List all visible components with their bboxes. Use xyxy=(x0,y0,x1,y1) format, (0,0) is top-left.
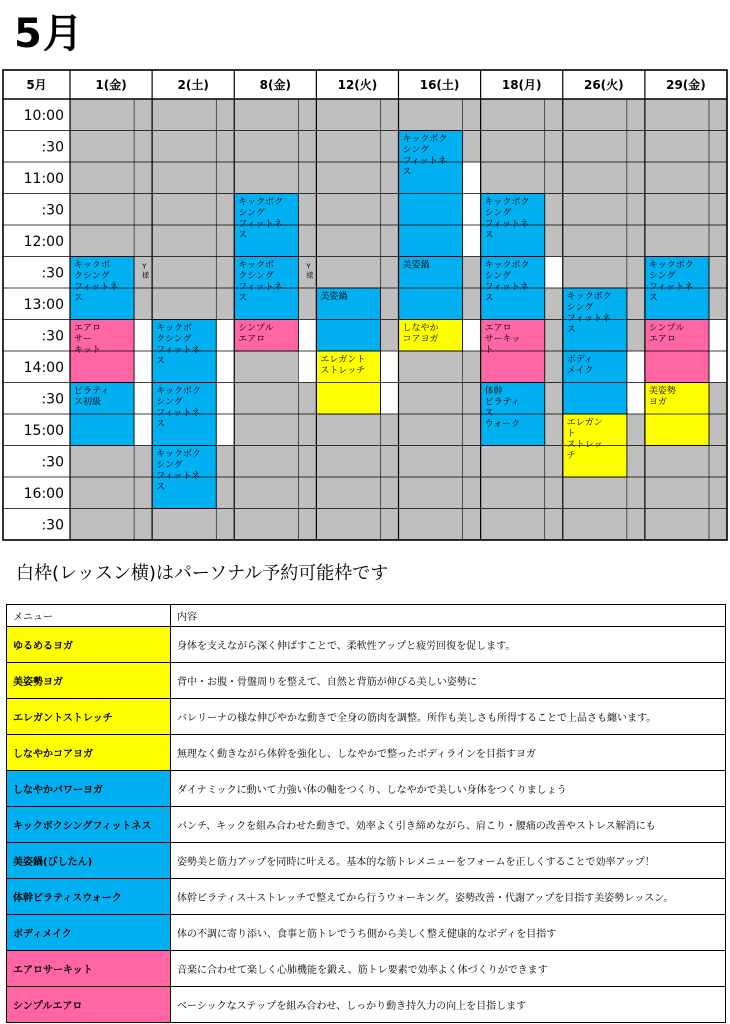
menu-name-cell: しなやかパワーヨガ xyxy=(7,771,171,807)
menu-desc-cell: 音楽に合わせて楽しく心肺機能を鍛え、筋トレ要素で効率よく体づくりができます xyxy=(171,951,726,987)
lesson-label: エレガントストレッチ xyxy=(320,355,366,376)
personal-slot xyxy=(545,257,563,289)
time-label: :30 xyxy=(41,265,64,282)
lesson-label: キックボクシングフィットネス xyxy=(484,197,530,241)
day-header: 16(土) xyxy=(419,78,460,92)
menu-row xyxy=(7,735,726,771)
time-label: :30 xyxy=(41,454,64,471)
lesson-label: 体幹ピラティスウォーク xyxy=(484,386,521,430)
menu-desc-cell: 背中・お腹・骨盤周りを整えて、自然と背筋が伸びる美しい姿勢に xyxy=(171,663,726,699)
lesson-label: キックボクシングフィットネス xyxy=(238,260,283,304)
day-header: 1(金) xyxy=(95,78,127,92)
lesson-label: ボディメイク xyxy=(566,355,594,376)
menu-row xyxy=(7,951,726,987)
reservation-note: Y 様 xyxy=(306,262,314,280)
lesson-label: エレガントストレッチ xyxy=(566,418,603,461)
time-label: 12:00 xyxy=(23,233,64,250)
day-header: 29(金) xyxy=(666,78,706,92)
lesson-label: キックボクシングフィットネス xyxy=(74,260,119,304)
menu-desc-cell: ベーシックなステップを組み合わせ、しっかり動き持久力の向上を目指します xyxy=(171,987,726,1023)
time-label: :30 xyxy=(41,391,64,408)
time-label: 10:00 xyxy=(23,107,64,124)
menu-table-header xyxy=(7,605,726,627)
menu-name-cell: ゆるめるヨガ xyxy=(7,627,171,663)
menu-row xyxy=(7,879,726,915)
lesson-label: 美姿勢ヨガ xyxy=(648,386,676,408)
menu-desc-cell: 姿勢美と筋力アップを同時に叶える。基本的な筋トレメニューをフォームを正しくすることで効率アップ！ xyxy=(171,843,726,879)
lesson-label: キックボクシングフィットネス xyxy=(484,260,530,304)
reservation-note: Y 様 xyxy=(142,262,150,280)
lesson-label: 美姿鍋 xyxy=(320,292,348,302)
time-label: 14:00 xyxy=(23,359,64,376)
menu-table xyxy=(6,604,726,1023)
menu-row xyxy=(7,663,726,699)
menu-name-cell: エレガントストレッチ xyxy=(7,699,171,735)
menu-name-cell: 美姿勢ヨガ xyxy=(7,663,171,699)
menu-desc-cell: 無理なく動きながら体幹を強化し、しなやかで整ったボディラインを目指すヨガ xyxy=(171,735,726,771)
page-title: 5月 xyxy=(14,11,84,57)
time-label: :30 xyxy=(41,202,64,219)
time-label: 11:00 xyxy=(23,170,64,187)
menu-name-cell: 体幹ピラティスウォーク xyxy=(7,879,171,915)
menu-header-label: メニュー xyxy=(7,605,171,627)
menu-name-cell: ボディメイク xyxy=(7,915,171,951)
menu-desc-cell: 身体を支えながら深く伸ばすことで、柔軟性アップと疲労回復を促します。 xyxy=(171,627,726,663)
time-label: :30 xyxy=(41,517,64,534)
menu-name-cell: キックボクシングフィットネス xyxy=(7,807,171,843)
content-header-label: 内容 xyxy=(171,605,726,627)
menu-desc-cell: パンチ、キックを組み合わせた動きで、効率よく引き締めながら、肩こり・腰痛の改善やストレス解消にも xyxy=(171,807,726,843)
time-label: 15:00 xyxy=(23,422,64,439)
menu-row xyxy=(7,771,726,807)
menu-desc-cell: ダイナミックに動いて力強い体の軸をつくり、しなやかで美しい身体をつくりましょう xyxy=(171,771,726,807)
personal-slot-note: 白枠(レッスン横)はパーソナル予約可能枠です xyxy=(16,563,389,584)
day-header: 18(月) xyxy=(501,78,542,92)
menu-name-cell: エアロサーキット xyxy=(7,951,171,987)
menu-name-cell: しなやかコアヨガ xyxy=(7,735,171,771)
time-label: :30 xyxy=(41,328,64,345)
menu-row xyxy=(7,627,726,663)
menu-row xyxy=(7,807,726,843)
menu-name-cell: シンプルエアロ xyxy=(7,987,171,1023)
lesson-label: キックボクシングフィットネス xyxy=(566,292,612,335)
lesson-label: シンプルエアロ xyxy=(648,323,685,345)
day-header: 12(火) xyxy=(337,78,378,92)
menu-desc-cell: バレリーナの様な伸びやかな動きで全身の筋肉を調整。所作も美しさも所得することで上品さも纏います。 xyxy=(171,699,726,735)
time-label: 16:00 xyxy=(23,485,64,502)
lesson-label: ピラティス初級 xyxy=(74,386,110,408)
menu-row xyxy=(7,699,726,735)
personal-slot xyxy=(298,351,316,383)
lesson-label: しなやかコアヨガ xyxy=(402,323,439,345)
lesson-label: キックボクシングフィットネス xyxy=(156,449,201,493)
lesson-label: キックボクシングフィットネス xyxy=(156,386,201,430)
time-label: :30 xyxy=(41,139,64,156)
personal-slot xyxy=(298,320,316,352)
lesson-label: キックボクシングフィットネス xyxy=(648,260,694,304)
lesson-label: キックボクシングフィットネス xyxy=(156,323,201,367)
lesson-label: キックボクシングフィットネス xyxy=(402,134,448,178)
menu-desc-cell: 体の不調に寄り添い、食事と筋トレでうち側から美しく整え健康的なボディを目指す xyxy=(171,915,726,951)
menu-row xyxy=(7,843,726,879)
day-header: 8(金) xyxy=(259,78,291,92)
time-label: 13:00 xyxy=(23,296,64,313)
lesson-label: エアロサーキット xyxy=(484,323,521,356)
lesson-label: キックボクシングフィットネス xyxy=(238,197,284,241)
day-header: 26(火) xyxy=(583,78,624,92)
lesson-label: 美姿鍋 xyxy=(402,260,430,271)
menu-name-cell: 美姿鍋(びしたん) xyxy=(7,843,171,879)
personal-slot xyxy=(463,320,481,352)
day-header: 2(土) xyxy=(177,78,209,92)
menu-row xyxy=(7,915,726,951)
menu-desc-cell: 体幹ピラティス＋ストレッチで整えてから行うウォーキング。姿勢改善・代謝アップを目指す美姿勢レッスン。 xyxy=(171,879,726,915)
personal-slot xyxy=(463,225,481,257)
corner-label: 5月 xyxy=(26,78,47,92)
lesson-label: エアロサーキット xyxy=(74,323,102,356)
menu-row xyxy=(7,987,726,1023)
lesson-label: シンプルエアロ xyxy=(238,323,274,345)
